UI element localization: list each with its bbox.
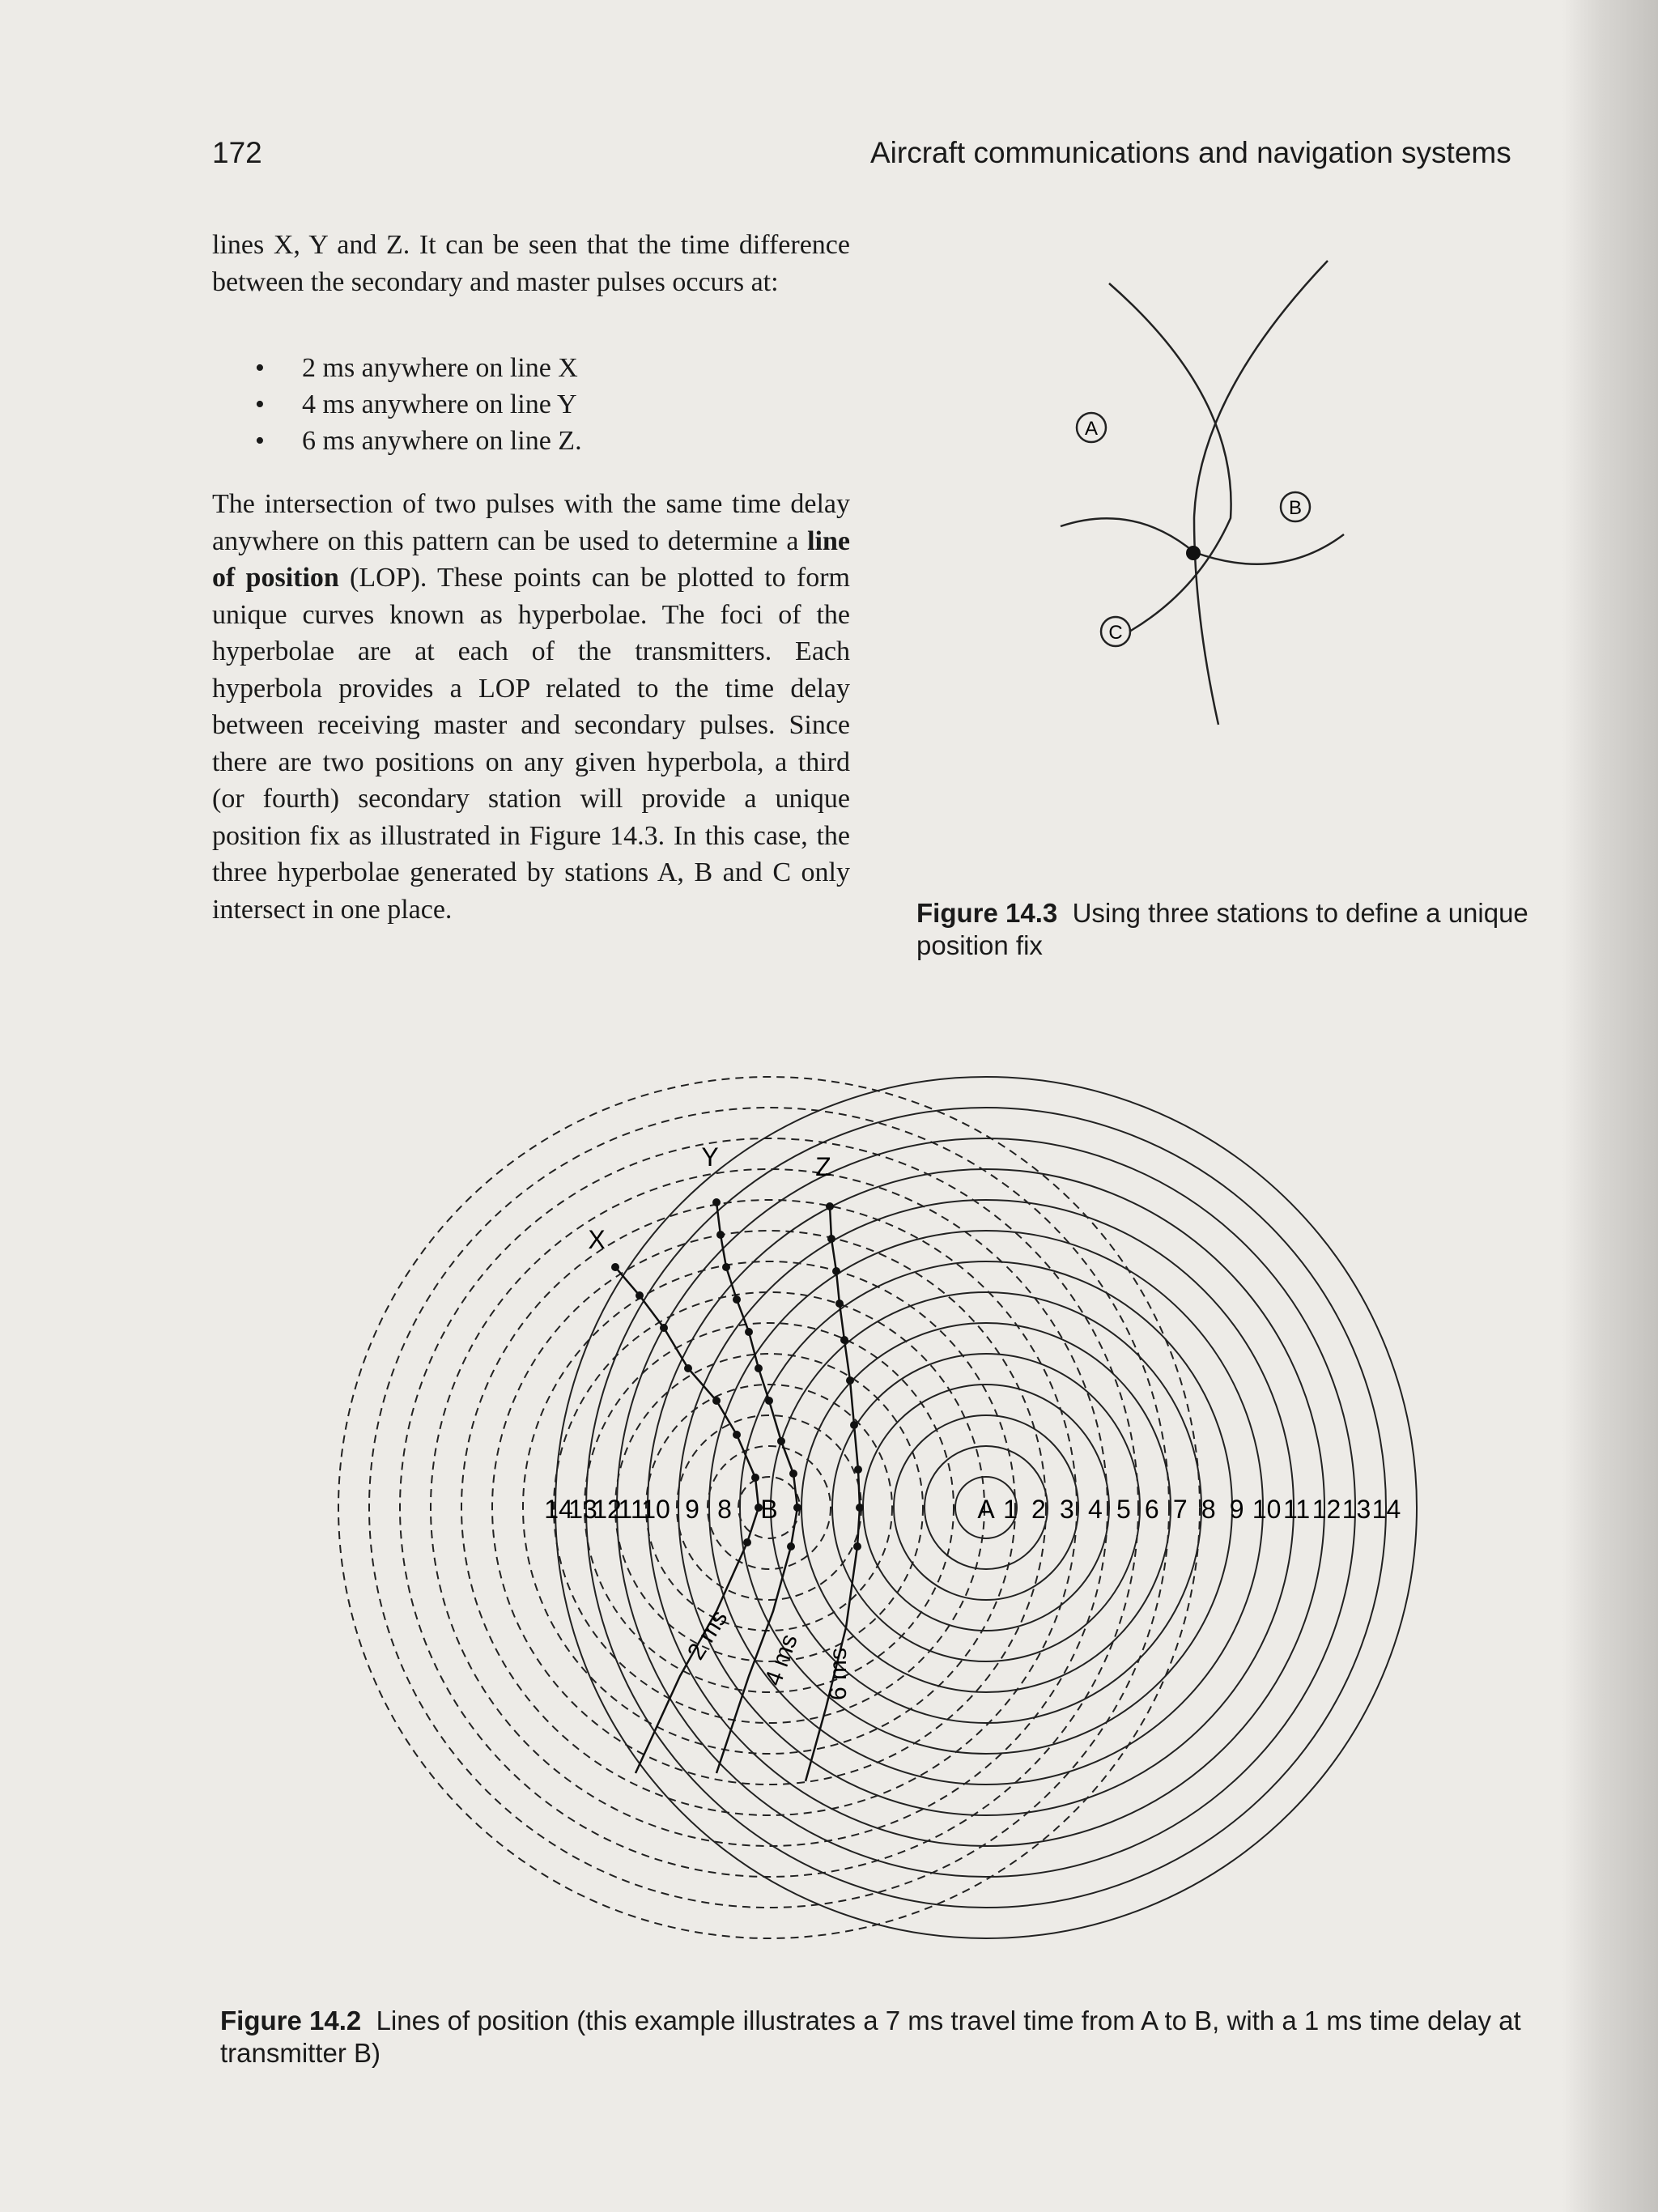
delay-label-4ms: 4 ms bbox=[759, 1631, 803, 1690]
station-a-distance-labels bbox=[1003, 1495, 1401, 1524]
lop-point bbox=[712, 1397, 721, 1405]
lop-point bbox=[712, 1198, 721, 1206]
page-number: 172 bbox=[212, 136, 262, 169]
bullet-item: • 4 ms anywhere on line Y bbox=[255, 386, 582, 423]
distance-label-a: 2 bbox=[1031, 1495, 1046, 1524]
station-b-label: B bbox=[760, 1495, 778, 1524]
lop-point bbox=[733, 1431, 741, 1439]
paragraph-intro: lines X, Y and Z. It can be seen that the time difference between the secondary and master pulses occurs at: bbox=[212, 230, 850, 297]
line-x-label: X bbox=[588, 1225, 606, 1254]
term-line-of-position: line of position bbox=[212, 525, 850, 593]
distance-label-a: 12 bbox=[1312, 1495, 1341, 1524]
lop-point bbox=[765, 1397, 773, 1405]
distance-label-b: 14 bbox=[544, 1495, 573, 1524]
bullet-list bbox=[255, 350, 582, 459]
lop-point bbox=[835, 1300, 844, 1308]
paragraph-lop-end: (LOP). These points can be plotted to form unique curves known as hyperbolae. The foci of the hyperbolae are at each of the transmitters. Each hyperbola provides a LOP related to the time delay between receiving master and secondary pulses. Since there are two positions on any given hyperbola, a third (or fourth) secondary station will provide a unique position fix as illustrated in Figure 14.3. In this case, the three hyperbolae generated by stations A, B and C only intersect in one place. bbox=[212, 563, 850, 925]
lop-point bbox=[743, 1538, 751, 1546]
distance-label-a: 11 bbox=[1282, 1495, 1311, 1524]
lop-point bbox=[854, 1465, 862, 1474]
distance-label-b: 12 bbox=[593, 1495, 622, 1524]
distance-label-a: 5 bbox=[1116, 1495, 1131, 1524]
lop-point bbox=[850, 1421, 858, 1429]
svg-text:B: B bbox=[1288, 497, 1303, 519]
running-head: Aircraft communications and navigation systems bbox=[870, 136, 1511, 169]
figure-14-3-diagram bbox=[1036, 251, 1360, 785]
lop-point bbox=[722, 1263, 730, 1271]
lop-point bbox=[840, 1336, 848, 1344]
svg-text:A: A bbox=[1084, 418, 1099, 440]
distance-label-a: 13 bbox=[1341, 1495, 1371, 1524]
lop-point bbox=[832, 1267, 840, 1275]
distance-label-a: 4 bbox=[1087, 1495, 1103, 1524]
line-y-label: Y bbox=[701, 1142, 719, 1172]
lop-point bbox=[733, 1295, 741, 1304]
station-label-a bbox=[1077, 413, 1106, 442]
figure-14-2-caption bbox=[220, 2005, 1548, 2069]
hyperbola-b bbox=[1194, 261, 1328, 725]
figure-14-2-diagram bbox=[295, 1061, 1542, 1967]
bullet-item: • 6 ms anywhere on line Z. bbox=[255, 423, 582, 459]
caption-text: Lines of position (this example illustrates a 7 ms travel time from A to B, with a 1 ms time delay at transmitter B) bbox=[220, 2006, 1521, 2068]
figure-14-3-caption bbox=[916, 897, 1556, 962]
paragraph-lop bbox=[212, 486, 850, 928]
distance-label-a: 6 bbox=[1144, 1495, 1159, 1524]
lop-point bbox=[846, 1376, 854, 1385]
line-z-label: Z bbox=[815, 1152, 831, 1181]
hyperbola-c bbox=[1061, 518, 1344, 564]
station-a-label: A bbox=[977, 1495, 995, 1524]
hyperbola-a bbox=[1109, 283, 1231, 632]
bullet-item: • 2 ms anywhere on line X bbox=[255, 350, 582, 386]
delay-label-6ms: 6 ms bbox=[825, 1647, 852, 1700]
distance-label-a: 3 bbox=[1060, 1495, 1074, 1524]
lop-point bbox=[853, 1542, 861, 1551]
lop-point bbox=[755, 1364, 763, 1372]
caption-number: Figure 14.3 bbox=[916, 898, 1058, 928]
position-fix-point bbox=[1186, 546, 1201, 560]
lop-point bbox=[684, 1364, 692, 1372]
delay-label-2ms: 2 ms bbox=[682, 1606, 733, 1665]
distance-label-b: 8 bbox=[717, 1495, 732, 1524]
lop-point bbox=[777, 1437, 785, 1445]
distance-label-b: 13 bbox=[568, 1495, 597, 1524]
distance-label-a: 14 bbox=[1371, 1495, 1401, 1524]
page-edge-shadow bbox=[1562, 0, 1658, 2212]
lop-point bbox=[660, 1324, 668, 1332]
distance-label-a: 10 bbox=[1252, 1495, 1282, 1524]
caption-text: Using three stations to define a unique position fix bbox=[916, 898, 1528, 960]
lop-point bbox=[716, 1231, 725, 1239]
distance-label-a: 9 bbox=[1229, 1495, 1244, 1524]
distance-label-b: 9 bbox=[685, 1495, 699, 1524]
lop-point bbox=[611, 1263, 619, 1271]
distance-label-b: 11 bbox=[618, 1495, 645, 1524]
lop-point bbox=[636, 1291, 644, 1300]
lop-point bbox=[789, 1470, 797, 1478]
lop-point bbox=[745, 1328, 753, 1336]
lop-point bbox=[787, 1542, 795, 1551]
lop-point bbox=[827, 1235, 835, 1243]
distance-label-a: 7 bbox=[1172, 1495, 1188, 1524]
lop-point bbox=[751, 1474, 759, 1482]
station-label-c bbox=[1101, 617, 1130, 646]
svg-text:C: C bbox=[1108, 622, 1123, 644]
caption-number: Figure 14.2 bbox=[220, 2006, 362, 2035]
distance-label-a: 1 bbox=[1003, 1495, 1018, 1524]
distance-label-b: 10 bbox=[641, 1495, 670, 1524]
paragraph-lop-start: The intersection of two pulses with the same time delay anywhere on this pattern can be used to determine a bbox=[212, 489, 850, 556]
distance-label-a: 8 bbox=[1201, 1495, 1216, 1524]
lop-point bbox=[826, 1202, 834, 1210]
station-label-b bbox=[1281, 492, 1310, 521]
